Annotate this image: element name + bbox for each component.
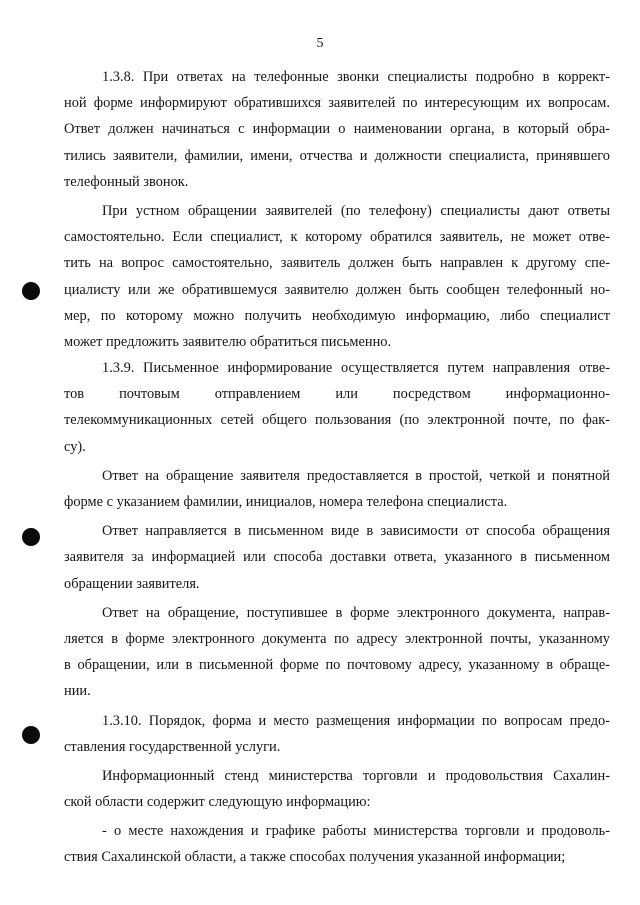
paragraph-answer-form (64, 463, 610, 515)
text-line: может предложить заявителю обратиться письменно. (64, 333, 392, 350)
text-line: обращении заявителя. (64, 575, 200, 592)
word: или (335, 386, 358, 403)
text-line: заявителя за информацией или способа доставки ответа, указанного в письменном (64, 549, 610, 566)
paragraph-1-3-8 (64, 64, 610, 195)
text-line: нии. (64, 683, 91, 700)
paragraph-written-answer (64, 518, 610, 597)
text-line: 1.3.8. При ответах на телефонные звонки специалисты подробно в коррект- (102, 69, 610, 85)
paragraph-oral-inquiry (64, 198, 610, 355)
text-line: форме с указанием фамилии, инициалов, номера телефона специалиста. (64, 494, 508, 510)
word: почтовым (119, 386, 180, 403)
text-line: телефонный звонок. (64, 173, 189, 190)
text-line: Информационный стенд министерства торговли и продовольствия Сахалин- (102, 767, 610, 784)
paragraph-electronic-answer (64, 600, 610, 705)
text-line: тить на вопрос самостоятельно, заявитель должен быть направлен к другому спе- (64, 255, 610, 272)
text-line: Ответ на обращение заявителя предоставляется в простой, четкой и понятной (102, 467, 610, 484)
text-line: телекоммуникационных сетей общего пользования (по электронной почте, по фак- (64, 412, 610, 429)
document-body (64, 64, 610, 871)
text-line: циалисту или же обратившемуся заявителю должен быть сообщен телефонный но- (64, 281, 610, 298)
text-line: ской области содержит следующую информацию: (64, 794, 371, 811)
punch-hole-mark (22, 726, 40, 744)
text-line: ляется в форме электронного документа по адресу электронной почты, указанному (64, 630, 610, 647)
text-line: самостоятельно. Если специалист, к которому обратился заявитель, не может отве- (64, 229, 610, 246)
paragraph-1-3-9 (64, 355, 610, 460)
spaced-text-line (64, 381, 610, 407)
text-line: Ответ направляется в письменном виде в зависимости от способа обращения (102, 523, 610, 540)
text-line: мер, по которому можно получить необходимую информацию, либо специалист (64, 307, 610, 324)
word: тов (64, 386, 85, 403)
text-line: су). (64, 438, 86, 455)
text-line: При устном обращении заявителей (по телефону) специалисты дают ответы (102, 202, 610, 219)
list-item (64, 818, 610, 870)
word: информационно- (505, 386, 610, 403)
text-line: в обращении, или в письменной форме по почтовому адресу, указанному в обраще- (64, 657, 610, 674)
text-line: ставления государственной услуги. (64, 738, 281, 755)
page-number: 5 (316, 36, 324, 51)
text-line: тились заявители, фамилии, имени, отчества и должности специалиста, принявшего (64, 147, 610, 164)
text-line: Ответ на обращение, поступившее в форме электронного документа, направ- (102, 604, 610, 621)
text-line: 1.3.9. Письменное информирование осуществляется путем направления отве- (102, 360, 610, 377)
paragraph-1-3-10 (64, 708, 610, 760)
paragraph-info-stand (64, 763, 610, 815)
text-line: 1.3.10. Порядок, форма и место размещения информации по вопросам предо- (102, 712, 610, 729)
text-line: ствия Сахалинской области, а также способах получения указанной информации; (64, 849, 566, 866)
word: отправлением (214, 386, 301, 403)
punch-hole-mark (22, 528, 40, 546)
word: посредством (392, 386, 471, 403)
punch-hole-mark (22, 282, 40, 300)
text-line: - о месте нахождения и графике работы министерства торговли и продоволь- (102, 823, 610, 840)
text-line: Ответ должен начинаться с информации о наименовании органа, в который обра- (64, 121, 610, 138)
text-line: ной форме информируют обратившихся заявителей по интересующим их вопросам. (64, 95, 610, 112)
